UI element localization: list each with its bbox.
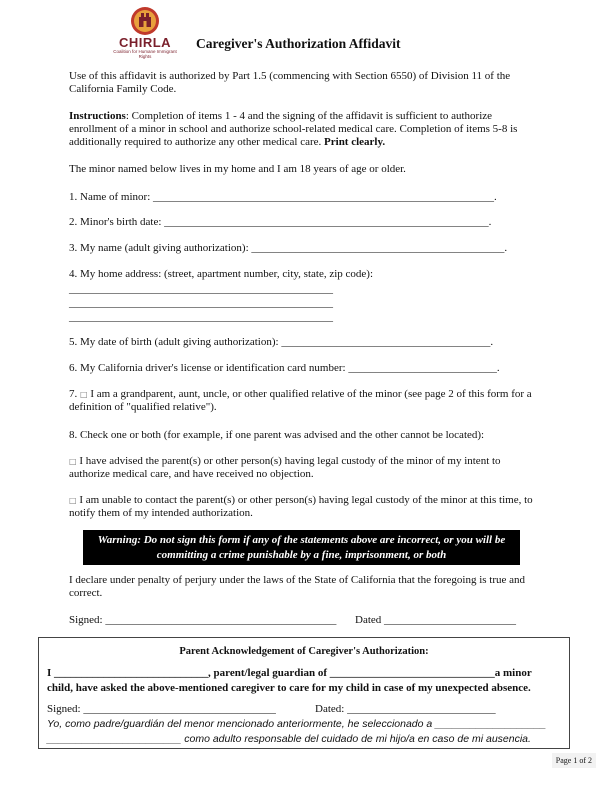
item-8b-unable: [69, 494, 539, 520]
ack-child-line: child, have asked the above-mentioned caregiver to care for my child in case of my unexpected absence.: [47, 682, 531, 694]
logo-tagline: Coalition for Humane Immigrant Rights: [113, 49, 177, 59]
item-7-number: 7.: [69, 388, 80, 400]
ack-spanish-line-2: _______________________ como adulto responsable del cuidado de mi hijo/a en caso de mi ausencia.: [47, 733, 531, 745]
ack-spanish-line-1[interactable]: Yo, como padre/guardián del menor mencionado anteriormente, he seleccionado a ___________________: [47, 718, 547, 730]
page-title: Caregiver's Authorization Affidavit: [196, 36, 401, 51]
intro-paragraph: Use of this affidavit is authorized by Part 1.5 (commencing with Section 6550) of Division 11 of the California Family Code.: [69, 70, 511, 95]
item-7-text: I am a grandparent, aunt, uncle, or other qualified relative of the minor (see page 2 of this form for a definition of "qualified relative").: [69, 388, 532, 413]
instructions-text: : Completion of items 1 - 4 and the signing of the affidavit is sufficient to authorize enrollment of a minor in school and authorize school-related medical care. Completion of items 5-8 is additionally required to authorize any other medical care.: [69, 110, 518, 148]
ack-dated-field[interactable]: Dated: ___________________________: [315, 703, 496, 715]
dated-field[interactable]: Dated ________________________: [355, 614, 517, 626]
checkbox-icon[interactable]: □: [69, 457, 77, 466]
item-8a-text: I have advised the parent(s) or other person(s) having legal custody of the minor of my intent to authorize medical care, and have received no objection.: [69, 455, 501, 480]
ack-signed-field[interactable]: Signed: ___________________________________: [47, 703, 276, 715]
chirla-seal-icon: [128, 6, 162, 36]
item-8-instructions: 8. Check one or both (for example, if one parent was advised and the other cannot be located):: [69, 429, 485, 441]
instructions-emphasis: Print clearly.: [324, 136, 386, 148]
signed-field[interactable]: Signed: __________________________________________: [69, 614, 337, 626]
logo-name: CHIRLA: [118, 35, 172, 50]
item-5-adult-birth-date[interactable]: 5. My date of birth (adult giving authorization): ______________________________________.: [69, 336, 494, 348]
ack-guardian-line[interactable]: I ____________________________, parent/legal guardian of ______________________________a minor: [47, 667, 532, 679]
address-line-1[interactable]: ________________________________________________: [69, 283, 333, 295]
checkbox-icon[interactable]: □: [69, 496, 77, 505]
warning-banner: Warning: Do not sign this form if any of the statements above are incorrect, or you will be committing a crime punishable by a fine, imprisonment, or both: [83, 530, 520, 565]
ack-title: Parent Acknowledgement of Caregiver's Authorization:: [179, 646, 429, 657]
checkbox-icon[interactable]: □: [80, 390, 88, 399]
item-7-relative: [69, 388, 539, 414]
item-8a-advised: [69, 455, 539, 481]
page-number: Page 1 of 2: [552, 753, 596, 768]
instructions-label: Instructions: [69, 110, 126, 122]
declaration-paragraph: I declare under penalty of perjury under the laws of the State of California that the foregoing is true and correct.: [69, 574, 526, 599]
item-6-license-number[interactable]: 6. My California driver's license or identification card number: ___________________________.: [69, 362, 500, 374]
item-2-birth-date[interactable]: 2. Minor's birth date: ___________________________________________________________.: [69, 216, 492, 228]
instructions-paragraph: [69, 110, 539, 149]
item-1-minor-name[interactable]: 1. Name of minor: ______________________________________________________________.: [69, 191, 497, 203]
chirla-logo: [112, 6, 178, 59]
parent-acknowledgement-box: [38, 637, 570, 749]
item-4-home-address: 4. My home address: (street, apartment number, city, state, zip code):: [69, 268, 373, 280]
residency-statement: The minor named below lives in my home and I am 18 years of age or older.: [69, 163, 406, 175]
address-line-3[interactable]: ________________________________________________: [69, 311, 333, 323]
item-8b-text: I am unable to contact the parent(s) or other person(s) having legal custody of the minor at this time, to notify them of my intended authorization.: [69, 494, 533, 519]
address-line-2[interactable]: ________________________________________________: [69, 297, 333, 309]
item-3-adult-name[interactable]: 3. My name (adult giving authorization): ______________________________________________.: [69, 242, 508, 254]
